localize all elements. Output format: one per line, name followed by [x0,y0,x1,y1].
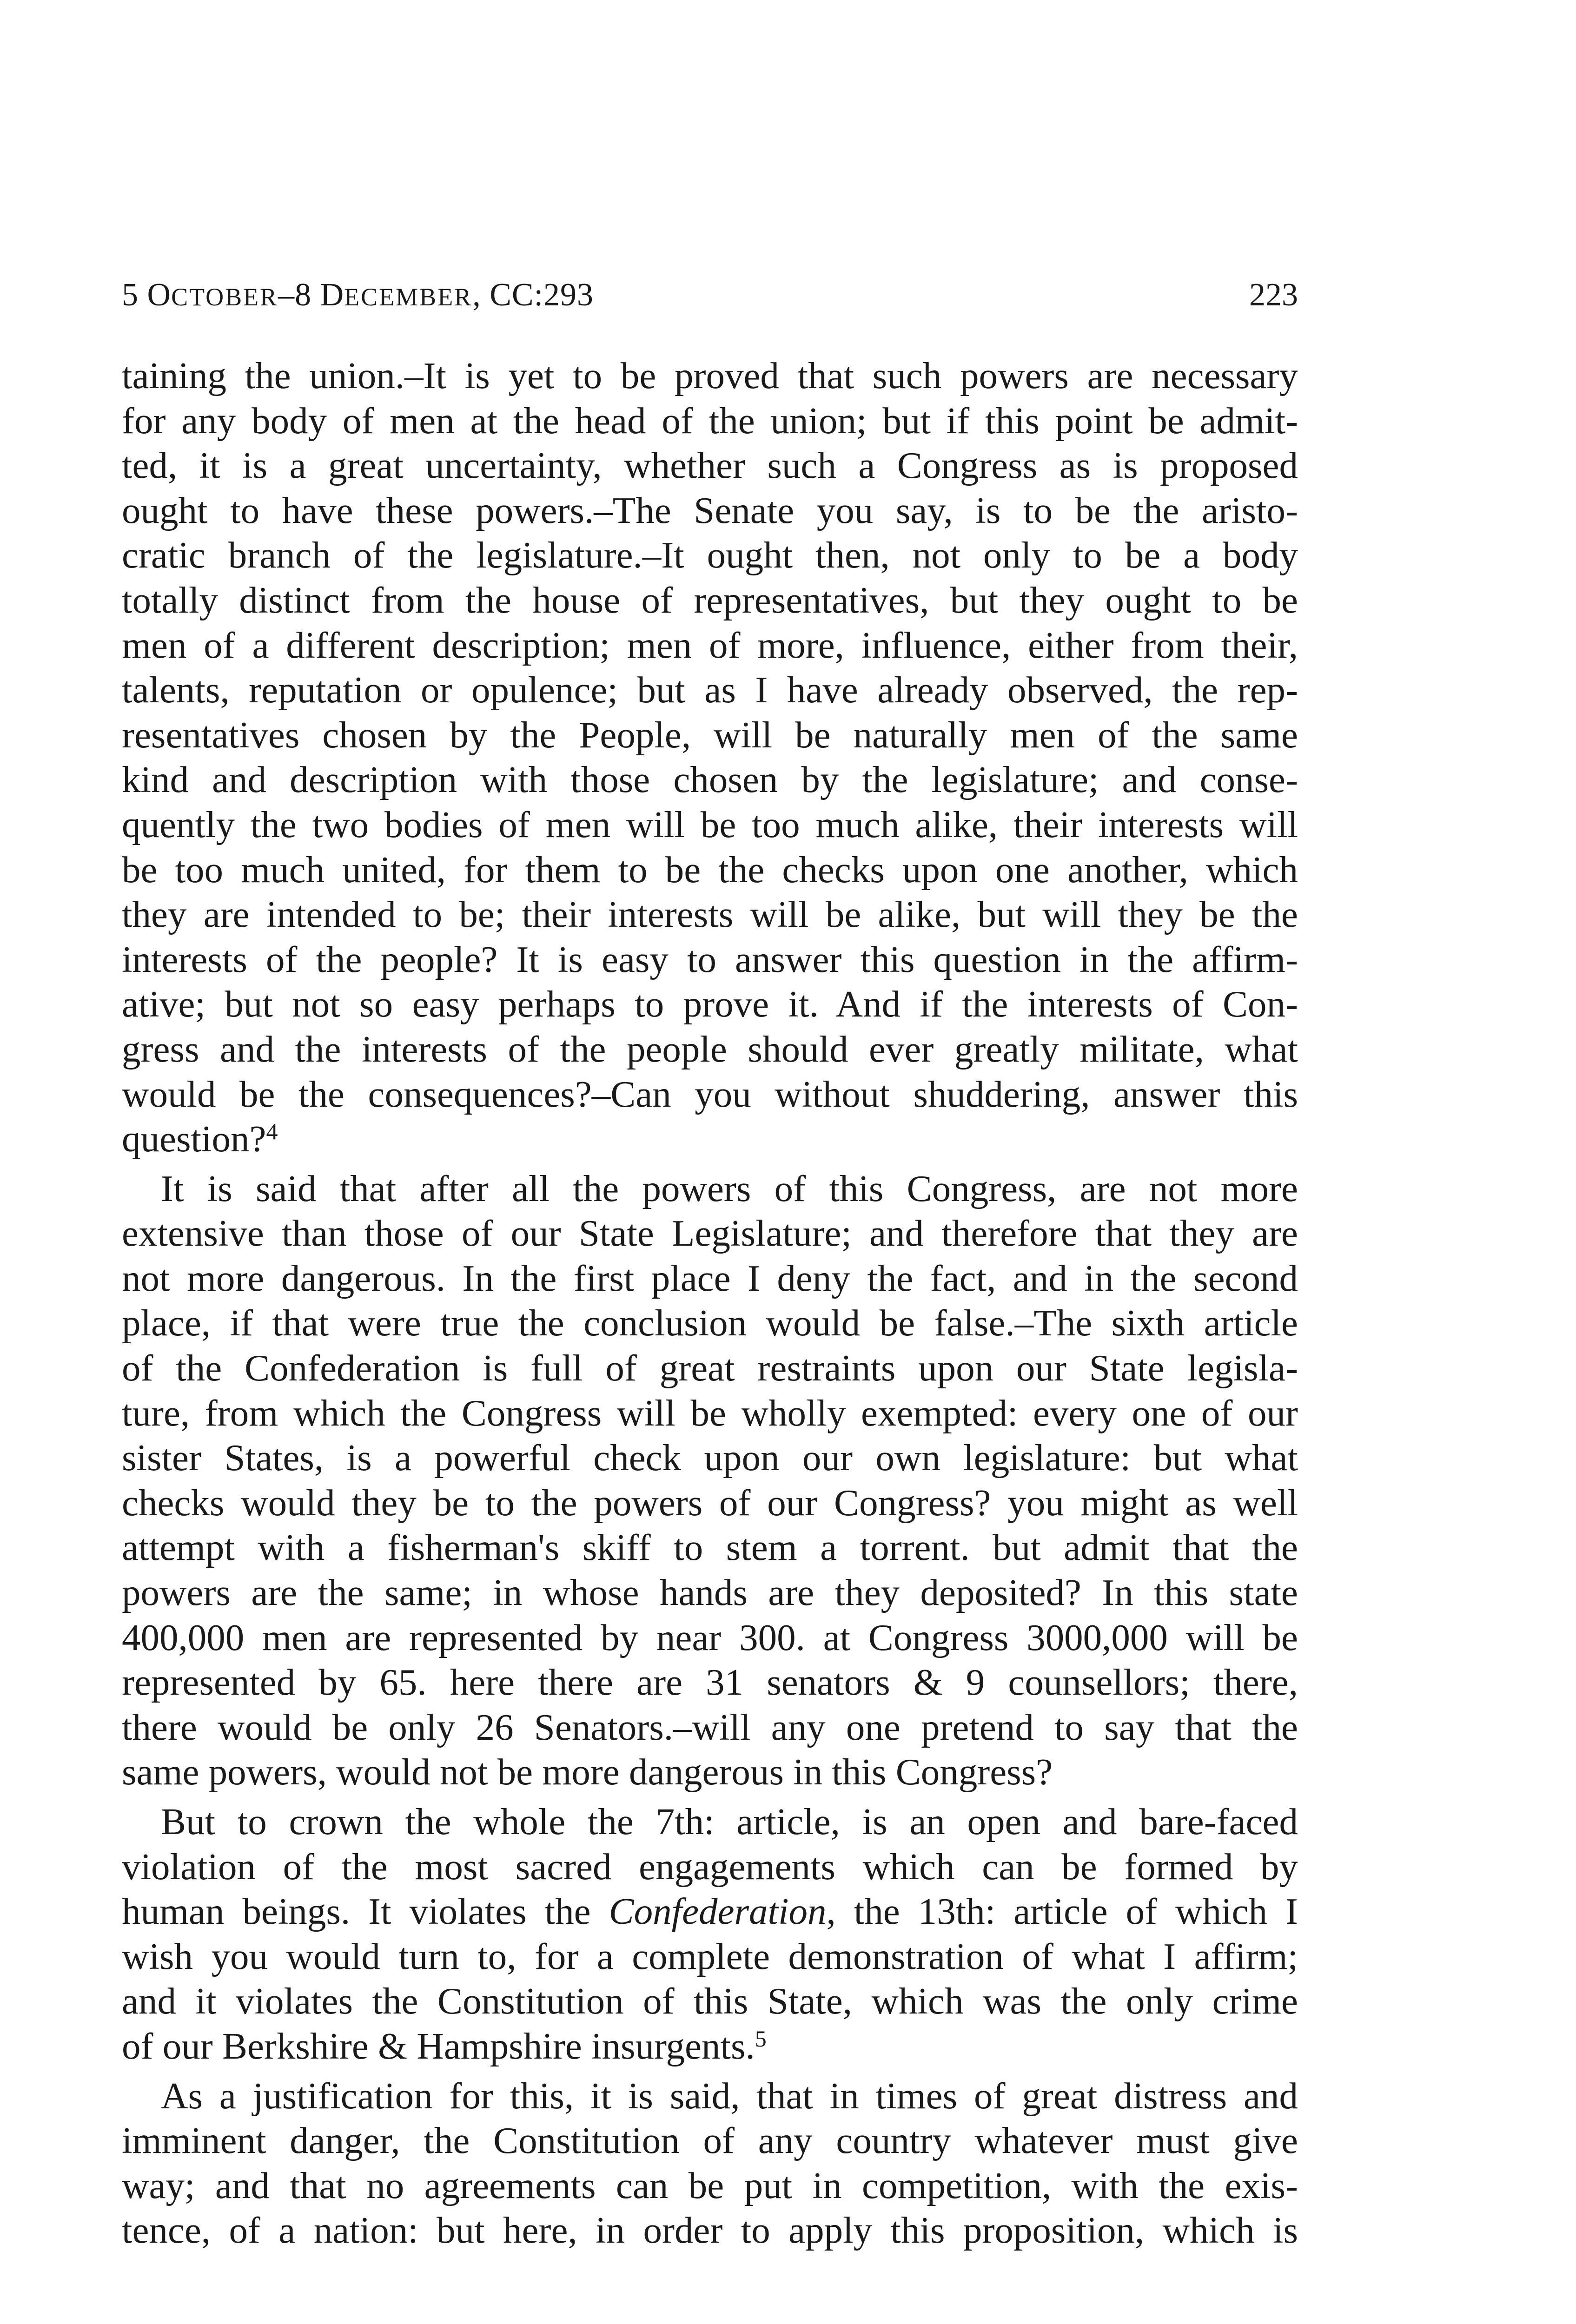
text-line: and it violates the Constitution of this State, which was the only crime [122,1980,1298,2022]
text-line: resentatives chosen by the People, will be naturally men of the same [122,713,1298,756]
text-line: for any body of men at the head of the union; but if this point be admit- [122,399,1298,442]
text-line: But to crown the whole the 7th: article, is an open and bare-faced [161,1801,1298,1842]
text-line: of our Berkshire & Hampshire insurgents.$^5$ [122,2025,767,2067]
text-line: checks would they be to the powers of our Congress? you might as well [122,1481,1298,1524]
text-line: interests of the people? It is easy to answer this question in the affirm- [122,938,1298,980]
paragraph [122,1166,1298,1795]
text-line: way; and that no agreements can be put in competition, with the exis- [122,2164,1298,2206]
text-line: ative; but not so easy perhaps to prove it. And if the interests of Con- [122,983,1298,1025]
text-line: talents, reputation or opulence; but as I have already observed, the rep- [122,669,1298,711]
text-line: powers are the same; in whose hands are they deposited? In this state [122,1571,1298,1614]
text-line: would be the consequences?–Can you without shuddering, answer this [122,1073,1298,1115]
text-line: men of a different description; men of more, influence, either from their, [122,624,1298,666]
text-line: 400,000 men are represented by near 300. at Congress 3000,000 will be [122,1616,1298,1658]
text-line: ought to have these powers.–The Senate you say, is to be the aristo- [122,489,1298,531]
text-line: violation of the most sacred engagements which can be formed by [122,1845,1298,1888]
page-number: 223 [1249,277,1298,313]
body-text [122,353,1298,2253]
text-line: be too much united, for them to be the checks upon one another, which [122,848,1298,891]
paragraph [122,1799,1298,2069]
text-line: imminent danger, the Constitution of any country whatever must give [122,2119,1298,2162]
running-head-date-range: 5 OCTOBER–8 DECEMBER, CC:293 [122,277,594,313]
text-line: totally distinct from the house of representatives, but they ought to be [122,579,1298,621]
paragraph [122,353,1298,1162]
text-line: quently the two bodies of men will be too much alike, their interests will [122,803,1298,845]
text-line: kind and description with those chosen by the legislature; and conse- [122,759,1298,801]
text-line: represented by 65. here there are 31 senators & 9 counsellors; there, [122,1661,1298,1703]
text-line: of the Confederation is full of great restraints upon our State legisla- [122,1347,1298,1389]
text-line: extensive than those of our State Legislature; and therefore that they are [122,1212,1298,1254]
footnote-marker: 5 [755,2025,767,2052]
text-line: same powers, would not be more dangerous in this Congress? [122,1751,1053,1793]
text-line: ted, it is a great uncertainty, whether such a Congress as is proposed [122,444,1298,487]
text-line: place, if that were true the conclusion would be false.–The sixth article [122,1302,1298,1344]
text-line: question?$^4$ [122,1118,278,1160]
footnote-marker: 4 [266,1118,278,1145]
text-line: they are intended to be; their interests will be alike, but will they be the [122,893,1298,936]
text-line: tence, of a nation: but here, in order to apply this proposition, which is [122,2209,1298,2251]
paragraph [122,2073,1298,2253]
text-line: ture, from which the Congress will be wholly exempted: every one of our [122,1392,1298,1434]
text-line: human beings. It violates the Confederation, the 13th: article of which I [122,1890,1298,1933]
text-line: It is said that after all the powers of this Congress, are not more [161,1167,1298,1209]
text-line: there would be only 26 Senators.–will any one pretend to say that the [122,1706,1298,1748]
italic-title: Confederation [609,1890,827,1933]
running-head [122,267,1298,323]
text-line: not more dangerous. In the first place I deny the fact, and in the second [122,1257,1298,1299]
text-line: wish you would turn to, for a complete demonstration of what I affirm; [122,1935,1298,1977]
text-line: gress and the interests of the people should ever greatly militate, what [122,1028,1298,1070]
text-line: cratic branch of the legislature.–It ought then, not only to be a body [122,534,1298,576]
text-line: sister States, is a powerful check upon our own legislature: but what [122,1437,1298,1479]
text-line: taining the union.–It is yet to be proved that such powers are necessary [122,355,1298,396]
text-line: As a justification for this, it is said, that in times of great distress and [161,2074,1298,2117]
text-line: attempt with a fisherman's skiff to stem a torrent. but admit that the [122,1526,1298,1569]
